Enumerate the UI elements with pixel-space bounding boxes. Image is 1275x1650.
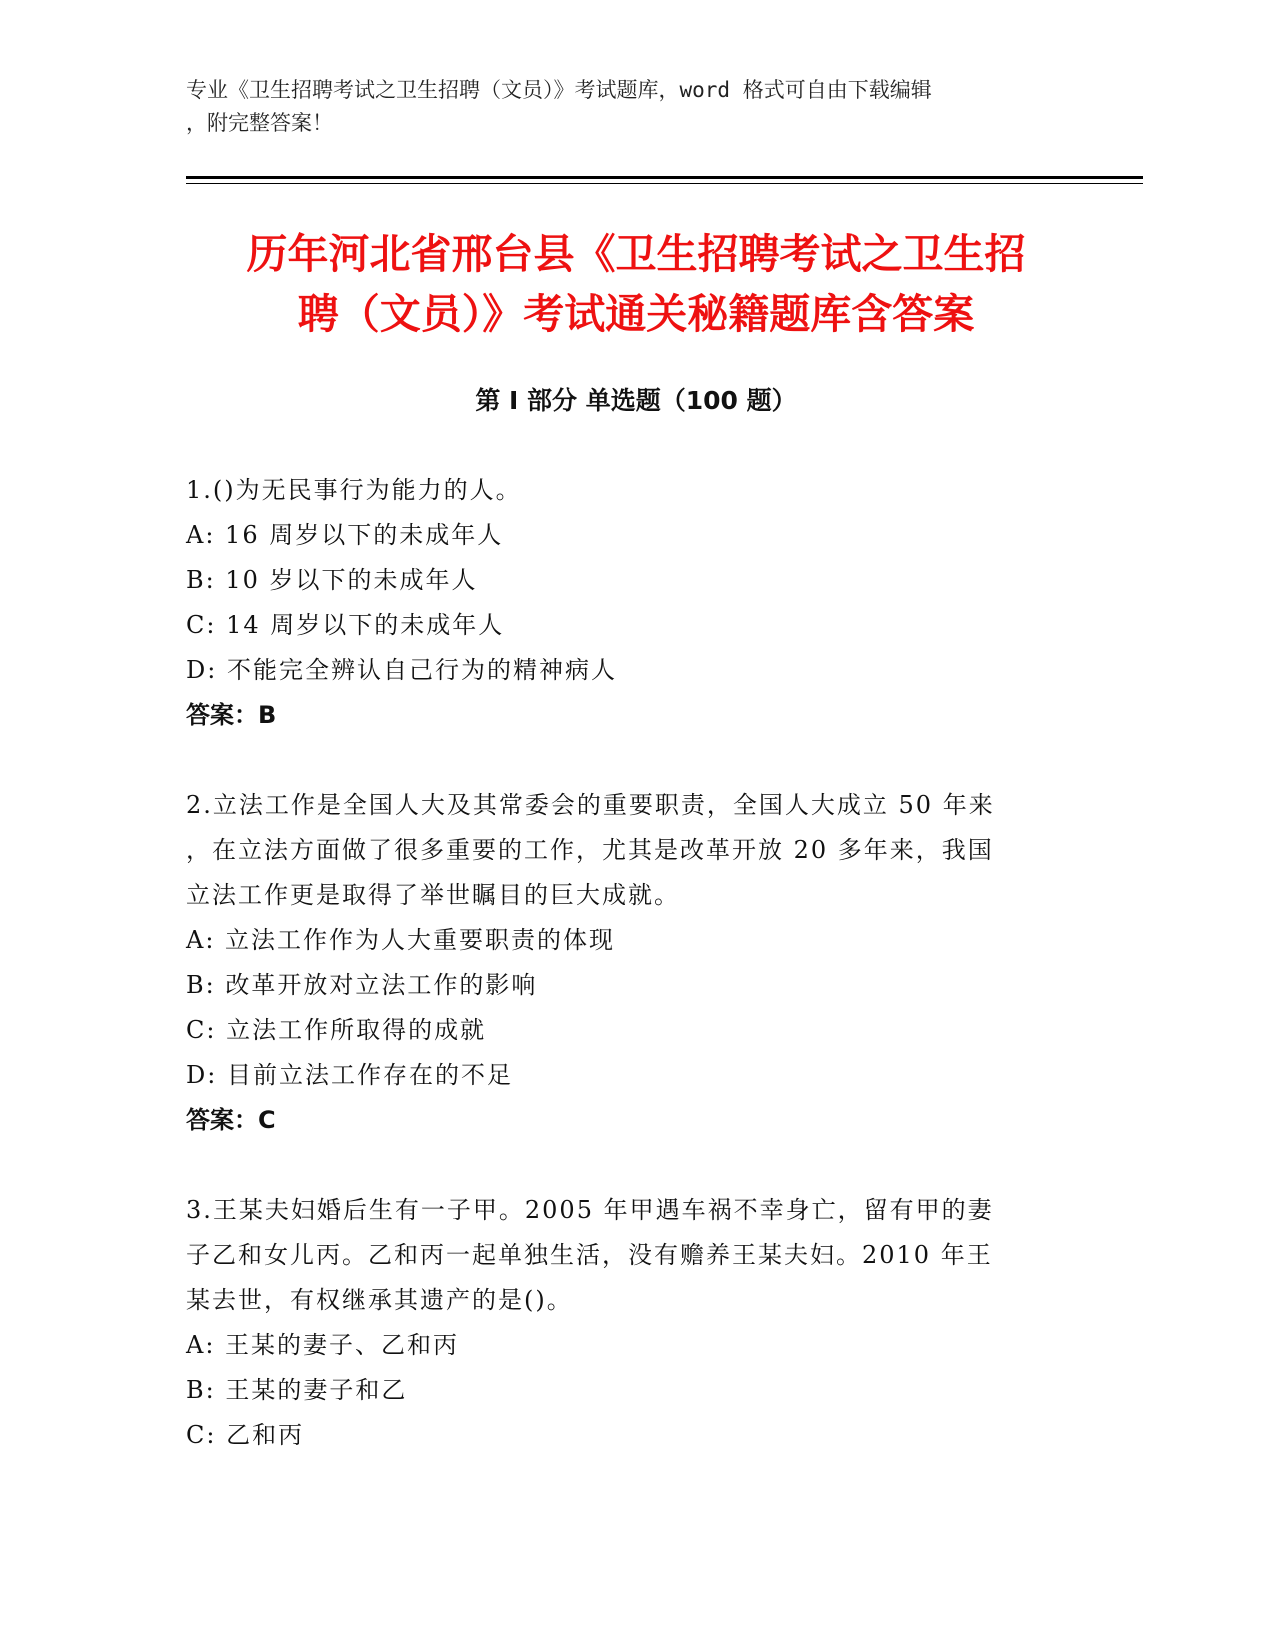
option-b: B: 改革开放对立法工作的影响 — [186, 971, 538, 999]
section-heading: 第 I 部分 单选题（100 题） — [475, 386, 797, 415]
option-d: D: 不能完全辨认自己行为的精神病人 — [186, 656, 617, 684]
question-stem: 子乙和女儿丙。乙和丙一起单独生活，没有赡养王某夫妇。2010 年王 — [186, 1241, 993, 1269]
option-a: A: 16 周岁以下的未成年人 — [186, 521, 504, 549]
question-3 — [186, 1188, 1066, 1458]
header-divider-thin — [186, 183, 1143, 184]
option-a: A: 立法工作作为人大重要职责的体现 — [186, 926, 616, 954]
question-1 — [186, 468, 1066, 738]
option-d: D: 目前立法工作存在的不足 — [186, 1061, 513, 1089]
option-b: B: 10 岁以下的未成年人 — [186, 566, 478, 594]
question-stem: 立法工作更是取得了举世瞩目的巨大成就。 — [186, 881, 680, 909]
question-stem: 1.()为无民事行为能力的人。 — [186, 476, 522, 504]
document-title — [186, 224, 1086, 344]
question-stem: 2.立法工作是全国人大及其常委会的重要职责，全国人大成立 50 年来 — [186, 791, 995, 819]
option-c: C: 立法工作所取得的成就 — [186, 1016, 487, 1044]
header-note — [186, 74, 1086, 140]
answer: 答案：B — [186, 701, 277, 729]
header-note-line: 专业《卫生招聘考试之卫生招聘（文员）》考试题库，word 格式可自由下载编辑 — [186, 78, 932, 102]
answer: 答案：C — [186, 1106, 276, 1134]
option-c: C: 14 周岁以下的未成年人 — [186, 611, 505, 639]
question-stem: 某去世，有权继承其遗产的是()。 — [186, 1286, 573, 1314]
document-title-line: 聘（文员）》考试通关秘籍题库含答案 — [297, 290, 975, 338]
question-2 — [186, 783, 1066, 1143]
header-divider-thick — [186, 176, 1143, 179]
option-a: A: 王某的妻子、乙和丙 — [186, 1331, 460, 1359]
question-stem: ，在立法方面做了很多重要的工作，尤其是改革开放 20 多年来，我国 — [186, 836, 994, 864]
header-note-line: ，附完整答案！ — [186, 111, 333, 135]
question-stem: 3.王某夫妇婚后生有一子甲。2005 年甲遇车祸不幸身亡，留有甲的妻 — [186, 1196, 994, 1224]
document-title-line: 历年河北省邢台县《卫生招聘考试之卫生招 — [246, 230, 1026, 278]
option-c: C: 乙和丙 — [186, 1421, 305, 1449]
question-list — [186, 468, 1066, 1458]
option-b: B: 王某的妻子和乙 — [186, 1376, 408, 1404]
